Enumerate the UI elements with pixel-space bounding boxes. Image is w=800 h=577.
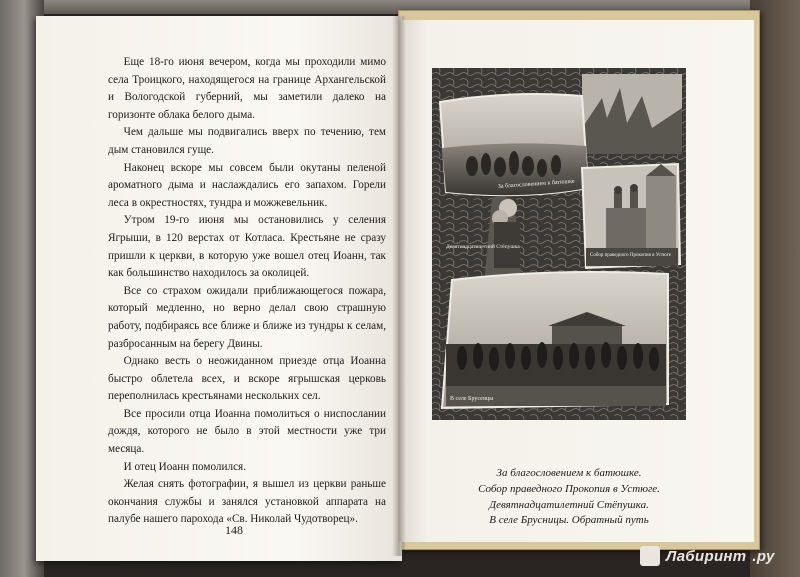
book-gutter: [392, 16, 406, 556]
labirint-logo-icon: [640, 546, 660, 566]
caption-line: Девятнадцатилетний Стёпушка.: [489, 498, 649, 511]
watermark: [640, 544, 794, 568]
paragraph: Еще 18-го июня вечером, когда мы проходили мимо села Троицкого, находящегося на границе Архангельской и Вологодской губерний, мы заметили далеко на горизонте облака белого дыма.: [108, 56, 386, 121]
paragraph: Наконец вскоре мы совсем были окутаны пеленой ароматного дыма и наслаждались его запахом. Горели леса в окрестностях, тундра и можжевельник.: [108, 161, 386, 209]
photo-cathedral: [582, 164, 680, 268]
paragraph: Все со страхом ожидали приближающегося пожара, который медленно, но верно делал свою страшную работу, подбираясь все ближе и ближе из тундры к селам, разбросанным на берегу Двины.: [108, 284, 386, 350]
page-number: 148: [225, 523, 243, 537]
paragraph: Утром 19-го июня мы остановились у селения Ягрыши, в 120 верстах от Котласа. Крестьяне не сразу пришли к церкви, в которую уже вошел отец Иоанн, так как большинство находилось за околицей.: [108, 214, 386, 280]
watermark-brand: Лабиринт: [666, 547, 747, 565]
plate-caption: [444, 466, 694, 529]
paragraph: И отец Иоанн помолился.: [123, 460, 246, 473]
photo-collage: [432, 68, 686, 420]
photo-collage-plate: [432, 68, 686, 420]
photo-blessing: [440, 94, 588, 195]
watermark-domain: .ру: [752, 547, 775, 565]
paragraph: Все просили отца Иоанна помолиться о ниспослании дождя, которого не было в этой местности уже три месяца.: [108, 407, 386, 456]
paragraph: Однако весть о неожиданном приезде отца Иоанна быстро облетела всех, и вскоре ягрышская церковь переполнилась крестьянами нескольких сел.: [108, 355, 386, 403]
left-page-text: [108, 54, 386, 529]
paragraph: Желая снять фотографии, я вышел из церкви раньше окончания службы и занялся установкой аппарата на палубе нашего парохода «Св. Николай Чудотворец».: [108, 478, 386, 526]
caption-line: За благословением к батюшке.: [496, 467, 642, 479]
label-cathedral: Собор праведного Прокопия в Устюге: [590, 253, 671, 258]
caption-line: Собор праведного Прокопия в Устюге.: [478, 482, 660, 495]
paragraph: Чем дальше мы подвигались вверх по течению, тем дым становился гуще.: [108, 126, 386, 156]
caption-line: В селе Брусницы. Обратный путь: [489, 514, 649, 527]
photo-village: [442, 272, 668, 408]
label-village: В селе Брусенцы: [450, 396, 494, 402]
label-boy: Девятнадцатилетний Стёпушка: [446, 244, 520, 250]
label-blessing: За благословением к батюшке: [497, 178, 575, 190]
